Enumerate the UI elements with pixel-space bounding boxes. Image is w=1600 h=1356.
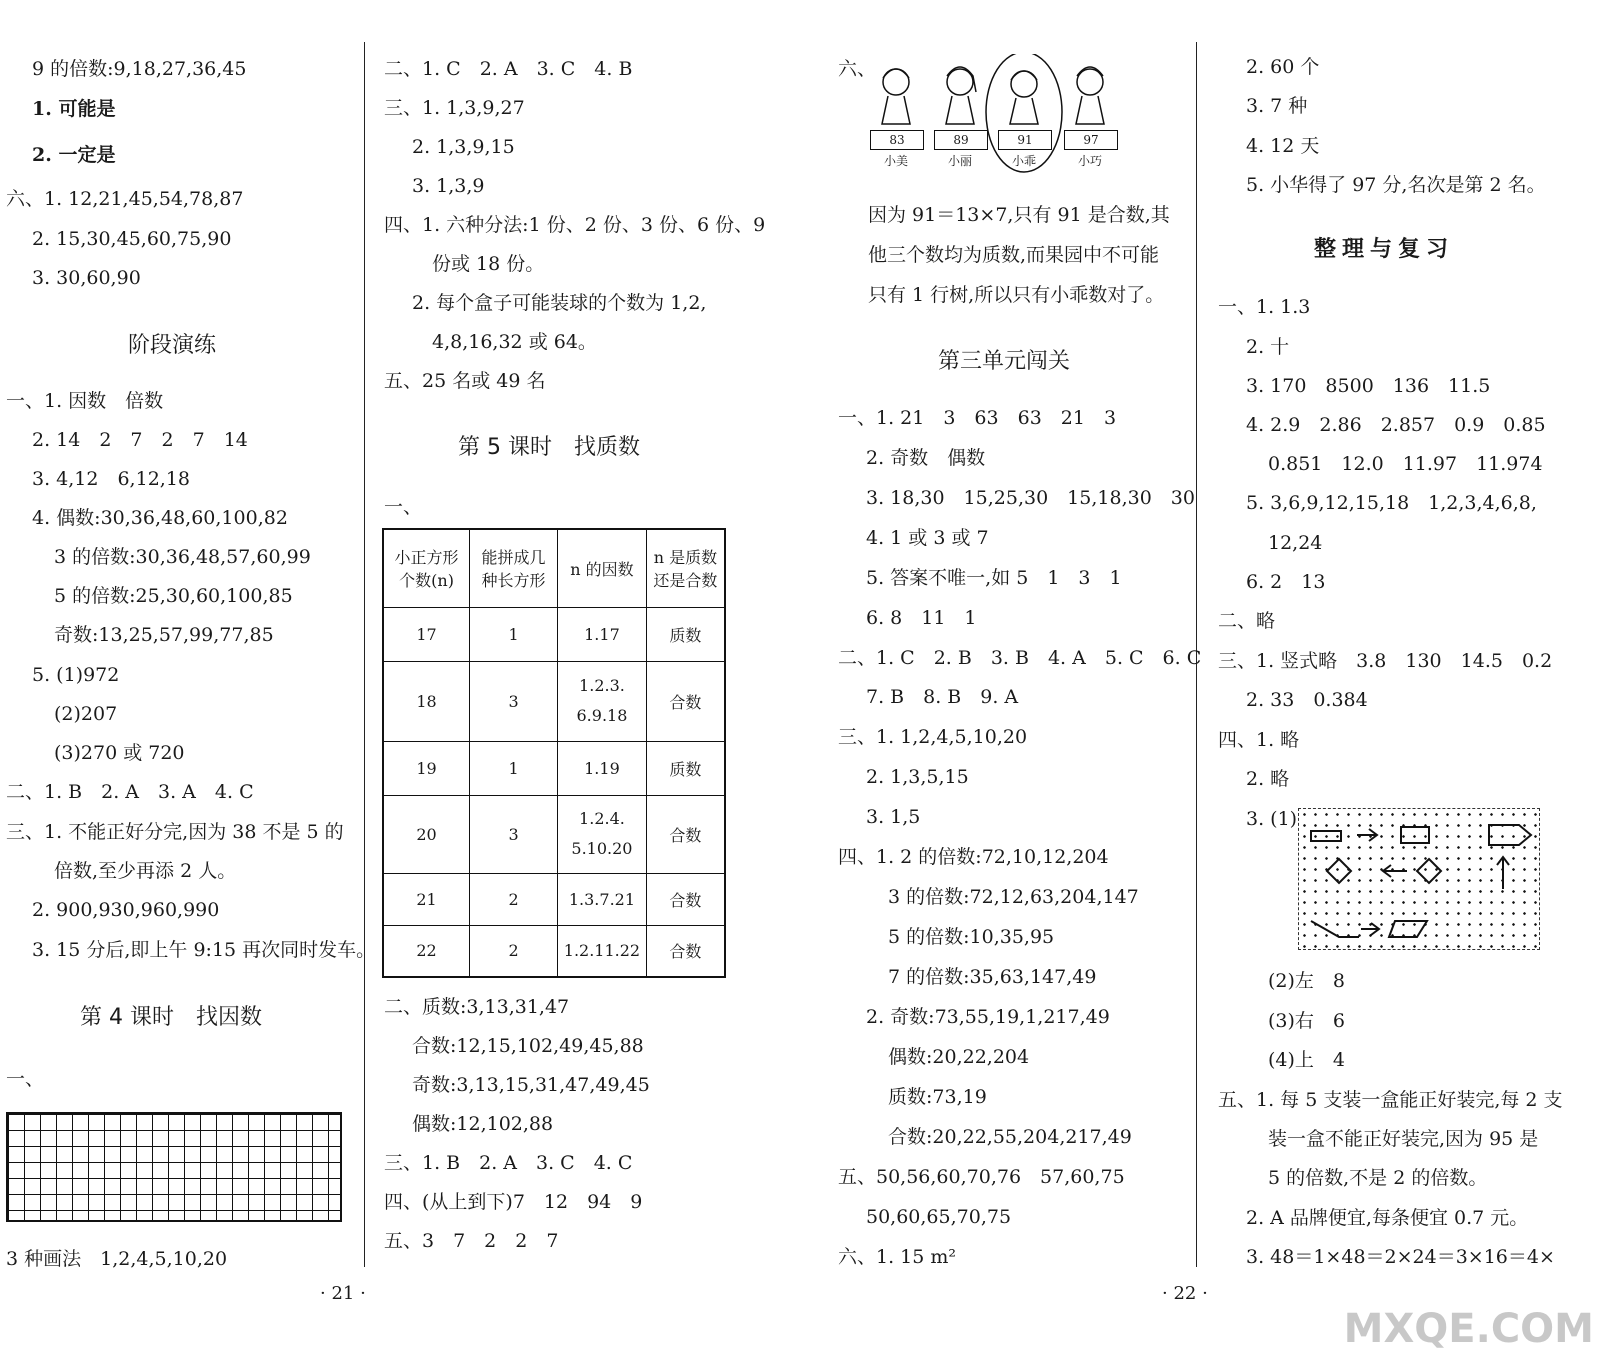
text-line: 六、1. 12,21,45,54,78,87 [6,188,244,210]
text-line: 份或 18 份。 [432,253,545,275]
text-line: 5 的倍数:25,30,60,100,85 [54,585,293,607]
text-line: 3. 48＝1×48＝2×24＝3×16＝4× [1246,1246,1555,1268]
text-line: 5. 小华得了 97 分,名次是第 2 名。 [1246,174,1546,196]
text-line: 3. 30,60,90 [32,267,141,289]
text-line: 三、1. 竖式略 3.8 130 14.5 0.2 [1218,650,1553,672]
table-row [383,873,725,925]
table-cell: 3 [470,661,558,741]
text-line: 只有 1 行树,所以只有小乖数对了。 [868,284,1165,306]
table-header: 能拼成几 种长方形 [470,529,558,607]
text-line: 4. 2.9 2.86 2.857 0.9 0.85 [1246,414,1546,436]
table-row [383,661,725,741]
text-line: 二、1. C 2. B 3. B 4. A 5. C 6. C [838,647,1202,669]
table-cell: 2 [470,925,558,977]
text-line: 六、 [838,58,877,80]
text-line: 9 的倍数:9,18,27,36,45 [32,58,247,80]
table-row [383,741,725,795]
table-row [383,795,725,873]
table-cell: 17 [383,607,470,661]
text-line: 偶数:12,102,88 [412,1113,554,1135]
table-cell: 合数 [646,873,725,925]
text-line: 2. 奇数 偶数 [866,447,986,469]
table-cell: 21 [383,873,470,925]
text-line: 三、1. 1,2,4,5,10,20 [838,726,1028,748]
table-cell: 1 [470,741,558,795]
text-line: 四、(从上到下)7 12 94 9 [384,1191,643,1213]
translation-shapes [1299,809,1539,949]
child-name: 小丽 [947,154,972,168]
text-line: 4,8,16,32 或 64。 [432,331,597,353]
text-line: 3. 18,30 15,25,30 15,18,30 30 [866,487,1195,509]
text-line: 因为 91＝13×7,只有 91 是合数,其 [868,204,1170,226]
child-name: 小乖 [1011,154,1036,168]
text-line: 2. 十 [1246,336,1290,358]
text-line: 一、1. 1.3 [1218,296,1311,318]
text-line: 0.851 12.0 11.97 11.974 [1268,453,1543,475]
text-line: 2. 33 0.384 [1246,689,1368,711]
table-cell: 质数 [646,741,725,795]
text-line: 二、略 [1218,610,1276,632]
text-line: 倍数,至少再添 2 人。 [54,860,237,882]
table-cell: 22 [383,925,470,977]
table-header: 小正方形 个数(n) [383,529,470,607]
table-cell: 19 [383,741,470,795]
text-line: 7 的倍数:35,63,147,49 [888,966,1097,988]
text-line: 3. 7 种 [1246,95,1308,117]
text-line: 五、1. 每 5 支装一盒能正好装完,每 2 支 [1218,1089,1563,1111]
text-line: (4)上 4 [1268,1049,1346,1071]
table-cell: 2 [470,873,558,925]
text-line: 奇数:13,25,57,99,77,85 [54,624,274,646]
text-line: 二、1. B 2. A 3. A 4. C [6,781,254,803]
text-line: 3 种画法 1,2,4,5,10,20 [6,1248,228,1270]
text-line: 四、1. 六种分法:1 份、2 份、3 份、6 份、9 [384,214,766,236]
column-divider [364,42,365,1267]
prime-table [382,528,726,978]
table-cell: 质数 [646,607,725,661]
table-cell: 18 [383,661,470,741]
table-cell: 1.2.3. 6.9.18 [558,661,647,741]
table-header-row [383,529,725,607]
text-line: 2. 略 [1246,768,1290,790]
text-line: 4. 偶数:30,36,48,60,100,82 [32,507,288,529]
text-line: 2. 14 2 7 2 7 14 [32,429,248,451]
text-line: 5. (1)972 [32,664,120,686]
text-line: 3. 15 分后,即上午 9:15 再次同时发车。 [32,939,376,961]
text-line: 6. 8 11 1 [866,607,977,629]
text-line: 6. 2 13 [1246,571,1326,593]
table-cell: 1 [470,607,558,661]
text-line: 1. 可能是 [32,98,116,120]
section-heading: 阶段演练 [128,333,217,358]
text-line: 奇数:3,13,15,31,47,49,45 [412,1074,650,1096]
text-line: 2. 每个盒子可能装球的个数为 1,2, [412,292,707,314]
text-line: 7. B 8. B 9. A [866,686,1019,708]
text-line: 一、1. 21 3 63 63 21 3 [838,407,1117,429]
text-line: 5. 答案不唯一,如 5 1 3 1 [866,567,1122,589]
table-cell: 20 [383,795,470,873]
text-line: (2)207 [54,703,118,725]
text-line: 2. 奇数:73,55,19,1,217,49 [866,1006,1110,1028]
table-cell: 1.2.4. 5.10.20 [558,795,647,873]
text-line: 2. A 品牌便宜,每条便宜 0.7 元。 [1246,1207,1529,1229]
section-heading: 第三单元闯关 [938,349,1071,374]
text-line: (3)右 6 [1268,1010,1346,1032]
text-line: 3. 1,3,9 [412,175,485,197]
watermark: MXQE.COM [1343,1306,1594,1352]
text-line: 5 的倍数:10,35,95 [888,926,1055,948]
text-line: (3)270 或 720 [54,742,185,764]
dot-grid-figure [1298,808,1540,950]
text-line: 3. 170 8500 136 11.5 [1246,375,1491,397]
table-cell: 1.17 [558,607,647,661]
text-line: 装一盒不能正好装完,因为 95 是 [1268,1128,1539,1150]
text-line: 2. 一定是 [32,144,116,166]
text-line: 四、1. 略 [1218,729,1300,751]
table-cell: 1.2.11.22 [558,925,647,977]
text-line: 二、1. C 2. A 3. C 4. B [384,58,633,80]
text-line: 一、 [384,496,423,518]
children-illustration [868,54,1128,174]
text-line: 2. 900,930,960,990 [32,899,220,921]
child-name: 小巧 [1077,154,1102,168]
table-row [383,607,725,661]
section-heading: 整理与复习 [1314,236,1455,262]
text-line: 4. 1 或 3 或 7 [866,527,989,549]
text-line: 12,24 [1268,532,1323,554]
text-line: 2. 1,3,5,15 [866,766,969,788]
square-grid-figure [6,1112,342,1222]
table-cell: 合数 [646,925,725,977]
text-line: 一、1. 因数 倍数 [6,390,164,412]
table-cell: 3 [470,795,558,873]
text-line: 三、1. 1,3,9,27 [384,97,525,119]
text-line: 他三个数均为质数,而果园中不可能 [868,244,1160,266]
text-line: 三、1. B 2. A 3. C 4. C [384,1152,633,1174]
page-number-left: · 21 · [320,1283,366,1304]
text-line: 4. 12 天 [1246,135,1320,157]
text-line: 五、50,56,60,70,76 57,60,75 [838,1166,1125,1188]
table-cell: 合数 [646,795,725,873]
number-card: 89 [934,130,988,150]
text-line: (2)左 8 [1268,970,1346,992]
text-line: 质数:73,19 [888,1086,987,1108]
text-line: 一、 [6,1068,45,1090]
text-line: 偶数:20,22,204 [888,1046,1030,1068]
text-line: 合数:12,15,102,49,45,88 [412,1035,644,1057]
text-line: 2. 60 个 [1246,56,1320,78]
text-line: 合数:20,22,55,204,217,49 [888,1126,1132,1148]
text-line: 50,60,65,70,75 [866,1206,1012,1228]
text-line: 2. 15,30,45,60,75,90 [32,228,232,250]
text-line: 2. 1,3,9,15 [412,136,515,158]
section-heading: 第 4 课时 找因数 [80,1005,262,1030]
text-line: 二、质数:3,13,31,47 [384,996,570,1018]
text-line: 3. (1) [1246,808,1298,830]
text-line: 3 的倍数:30,36,48,57,60,99 [54,546,311,568]
table-header: n 的因数 [558,529,647,607]
text-line: 五、25 名或 49 名 [384,370,546,392]
text-line: 六、1. 15 m² [838,1246,957,1268]
child-name: 小美 [883,154,908,168]
number-card: 91 [998,130,1052,150]
text-line: 5. 3,6,9,12,15,18 1,2,3,4,6,8, [1246,492,1537,514]
table-cell: 1.19 [558,741,647,795]
number-card: 83 [870,130,924,150]
text-line: 5 的倍数,不是 2 的倍数。 [1268,1167,1488,1189]
table-cell: 1.3.7.21 [558,873,647,925]
text-line: 3. 4,12 6,12,18 [32,468,190,490]
table-row [383,925,725,977]
page-number-right: · 22 · [1162,1283,1208,1304]
number-card: 97 [1064,130,1118,150]
text-line: 五、3 7 2 2 7 [384,1230,559,1252]
table-header: n 是质数 还是合数 [646,529,725,607]
text-line: 3. 1,5 [866,806,921,828]
text-line: 3 的倍数:72,12,63,204,147 [888,886,1139,908]
table-cell: 合数 [646,661,725,741]
text-line: 四、1. 2 的倍数:72,10,12,204 [838,846,1109,868]
text-line: 三、1. 不能正好分完,因为 38 不是 5 的 [6,821,344,843]
section-heading: 第 5 课时 找质数 [458,435,640,460]
